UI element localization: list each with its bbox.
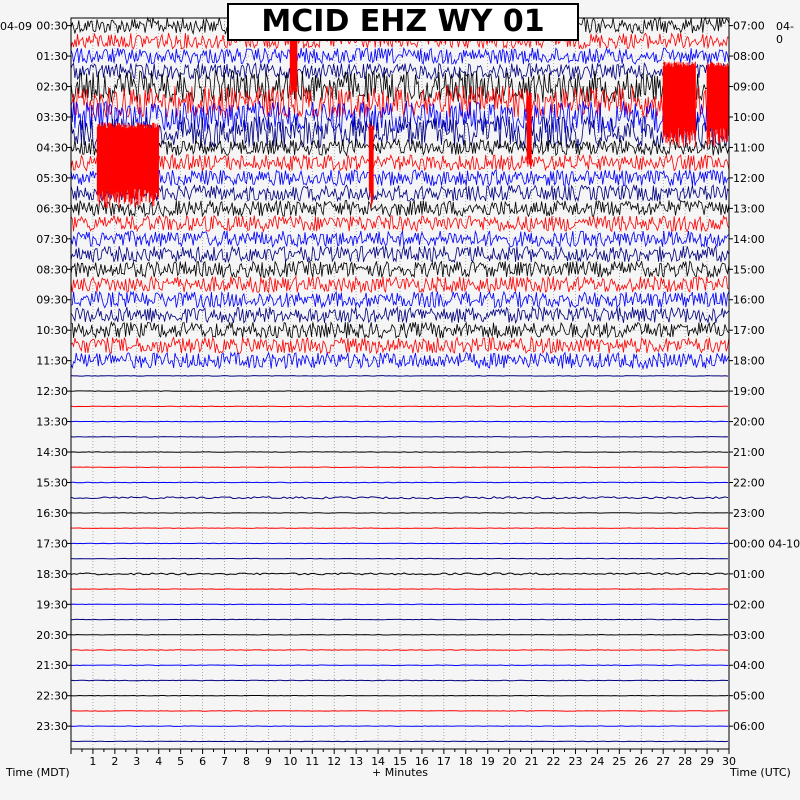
right-time-label: 06:00: [733, 720, 765, 734]
trace-row: [71, 741, 728, 742]
trace-row: [71, 376, 728, 377]
x-tick-label: 30: [722, 755, 736, 768]
right-time-label: 17:00: [733, 324, 765, 338]
left-time-label: 13:30: [36, 415, 68, 429]
x-tick-label: 20: [502, 755, 517, 768]
right-time-axis: [729, 20, 800, 734]
right-time-label: 05:00: [733, 689, 765, 703]
right-time-label: 01:00: [733, 567, 765, 581]
x-tick-label: 12: [327, 755, 342, 768]
trace-row: [71, 528, 728, 529]
right-date-label: 04-0: [776, 20, 794, 46]
x-tick-label: 5: [177, 755, 185, 768]
x-tick-label: 9: [264, 755, 272, 768]
trace-row: [71, 604, 728, 605]
x-tick-label: 4: [155, 755, 163, 768]
trace-row: [71, 437, 728, 438]
left-time-label: 23:30: [36, 720, 68, 734]
trace-row: [71, 421, 728, 422]
left-time-label: 19:30: [36, 598, 68, 612]
right-time-label: 19:00: [733, 385, 765, 399]
trace-row: [71, 665, 728, 666]
left-time-label: 20:30: [36, 628, 68, 642]
right-time-label: 14:00: [733, 232, 765, 246]
trace-row: [71, 391, 728, 392]
right-time-label: 07:00: [733, 19, 765, 33]
x-tick-label: 17: [436, 755, 451, 768]
right-time-label: 22:00: [733, 476, 765, 490]
right-time-label: 02:00: [733, 598, 765, 612]
x-tick-label: 8: [242, 755, 250, 768]
left-axis-title: Time (MDT): [6, 766, 70, 779]
left-time-label: 04:30: [36, 141, 68, 155]
left-date-label: 04-09: [0, 20, 32, 33]
x-tick-label: 14: [371, 755, 386, 768]
x-tick-label: 11: [305, 755, 320, 768]
right-time-label: 16:00: [733, 293, 765, 307]
right-time-label: 18:00: [733, 354, 765, 368]
x-tick-label: 10: [283, 755, 298, 768]
x-tick-label: 19: [480, 755, 495, 768]
right-time-label: 20:00: [733, 415, 765, 429]
right-time-label: 11:00: [733, 141, 765, 155]
right-time-label: 12:00: [733, 171, 765, 185]
right-time-label: 03:00: [733, 628, 765, 642]
seismic-traces: [71, 17, 729, 742]
left-time-label: 12:30: [36, 385, 68, 399]
x-tick-label: 21: [524, 755, 539, 768]
x-tick-label: 18: [458, 755, 473, 768]
right-time-label: 08:00: [733, 50, 765, 64]
clipped-burst: [97, 122, 158, 208]
trace-row: [71, 497, 728, 499]
trace-row: [71, 200, 729, 216]
trace-row: [71, 231, 729, 247]
x-tick-label: 3: [133, 755, 141, 768]
right-time-label: 10:00: [733, 110, 765, 124]
left-time-label: 02:30: [36, 80, 68, 94]
left-time-label: 06:30: [36, 202, 68, 216]
clipped-burst: [369, 123, 373, 208]
x-tick-label: 1: [89, 755, 97, 768]
left-time-label: 17:30: [36, 537, 68, 551]
trace-row: [71, 726, 728, 727]
right-axis-title: Time (UTC): [730, 766, 791, 779]
trace-row: [71, 619, 728, 620]
trace-row: [71, 246, 729, 262]
trace-row: [71, 48, 729, 64]
left-time-label: 05:30: [36, 171, 68, 185]
left-time-label: 21:30: [36, 659, 68, 673]
left-time-label: 08:30: [36, 263, 68, 277]
trace-row: [71, 63, 729, 79]
x-tick-label: 28: [678, 755, 693, 768]
left-time-label: 10:30: [36, 324, 68, 338]
right-time-label: 00:00 04-10: [733, 537, 800, 551]
left-time-label: 16:30: [36, 506, 68, 520]
left-time-label: 03:30: [36, 110, 68, 124]
clipped-burst: [707, 61, 729, 147]
left-time-label: 18:30: [36, 567, 68, 581]
trace-row: [71, 573, 728, 575]
x-tick-label: 6: [199, 755, 207, 768]
trace-row: [71, 650, 728, 651]
x-tick-label: 25: [612, 755, 627, 768]
x-tick-label: 29: [700, 755, 715, 768]
left-time-label: 15:30: [36, 476, 68, 490]
left-time-label: 07:30: [36, 232, 68, 246]
x-tick-label: 7: [221, 755, 229, 768]
right-time-label: 13:00: [733, 202, 765, 216]
trace-row: [71, 216, 729, 232]
right-time-label: 09:00: [733, 80, 765, 94]
trace-row: [71, 406, 728, 407]
x-tick-label: 13: [349, 755, 364, 768]
x-tick-label: 2: [111, 755, 119, 768]
left-time-label: 22:30: [36, 689, 68, 703]
x-tick-label: 23: [568, 755, 583, 768]
trace-row: [71, 513, 728, 514]
x-tick-label: 22: [546, 755, 561, 768]
trace-row: [71, 467, 728, 468]
trace-row: [71, 261, 729, 277]
trace-row: [71, 482, 728, 483]
right-time-label: 23:00: [733, 506, 765, 520]
x-axis-label: + Minutes: [372, 766, 429, 779]
trace-row: [71, 680, 728, 681]
trace-row: [71, 558, 728, 559]
left-time-label: 09:30: [36, 293, 68, 307]
left-time-label: 01:30: [36, 50, 68, 64]
x-tick-label: 15: [393, 755, 407, 768]
left-time-label: 00:30: [36, 19, 68, 33]
clipped-burst: [527, 92, 531, 169]
right-time-label: 15:00: [733, 263, 765, 277]
x-tick-label: 26: [634, 755, 649, 768]
trace-row: [71, 452, 728, 453]
trace-row: [71, 543, 728, 544]
trace-row: [71, 635, 728, 636]
trace-row: [71, 711, 728, 712]
right-time-label: 04:00: [733, 659, 765, 673]
trace-row: [71, 277, 729, 293]
x-tick-label: 24: [590, 755, 605, 768]
right-time-label: 21:00: [733, 446, 765, 460]
left-time-label: 14:30: [36, 446, 68, 460]
left-time-axis: [36, 20, 71, 734]
x-tick-label: 16: [414, 755, 429, 768]
chart-title: MCID EHZ WY 01: [227, 3, 579, 41]
left-time-label: 11:30: [36, 354, 68, 368]
x-tick-label: 27: [656, 755, 671, 768]
